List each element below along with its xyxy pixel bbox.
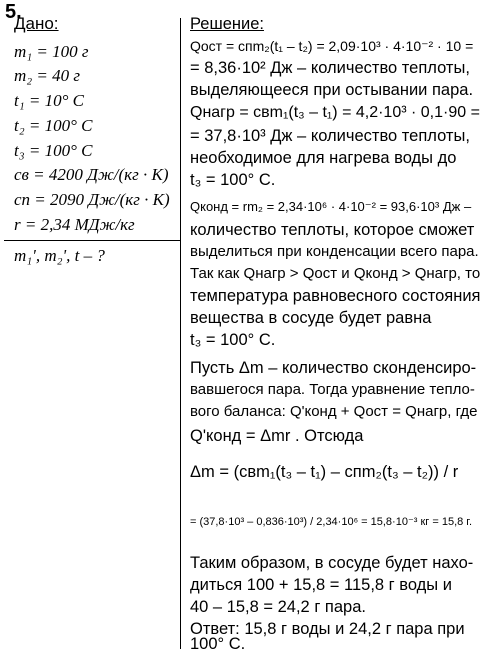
problem-number: 5. <box>5 1 22 23</box>
solution-line: вавшегося пара. Тогда уравнение тепло- <box>190 381 475 398</box>
solution-line: выделиться при конденсации всего пара. <box>190 243 479 260</box>
solution-line: Таким образом, в сосуде будет нахо- <box>190 554 474 572</box>
solution-line: температура равновесного состояния <box>190 287 481 305</box>
solution-line: необходимое для нагрева воды до <box>190 149 457 167</box>
solution-header: Решение: <box>190 15 264 33</box>
solution-line: Q'конд = Δmr . Отсюда <box>190 427 364 445</box>
solution-line: Qконд = rm₂ = 2,34·10⁶ · 4·10⁻² = 93,6·10³ Дж – <box>190 199 472 214</box>
answer-line: Ответ: 15,8 г воды и 24,2 г пара при <box>190 620 465 638</box>
given-item: cп = 2090 Дж/(кг · K) <box>14 190 170 209</box>
given-item: t₃ = 100° C <box>14 141 93 160</box>
given-item: t₂ = 100° C <box>14 116 93 135</box>
solution-line: t₃ = 100° C. <box>190 331 276 349</box>
column-divider <box>180 18 181 649</box>
solution-line: = 8,36·10² Дж – количество теплоты, <box>190 59 470 77</box>
solution-line: количество теплоты, которое сможет <box>190 221 475 239</box>
given-item: r = 2,34 МДж/кг <box>14 215 135 234</box>
solution-line: 40 – 15,8 = 24,2 г пара. <box>190 598 366 616</box>
formula-result: = (37,8·10³ – 0,836·10³) / 2,34·10⁶ = 15,8·10⁻³ кг = 15,8 г. <box>190 516 473 528</box>
solution-line: Qост = cпm₂(t₁ – t₂) = 2,09·10³ · 4·10⁻² · 10 = <box>190 38 474 54</box>
solution-line: Пусть Δm – количество сконденсиро- <box>190 359 477 377</box>
find-line: m₁', m₂', t – ? <box>14 246 105 265</box>
solution-line: вого баланса: Q'конд + Qост = Qнагр, где <box>190 403 478 420</box>
given-item: t₁ = 10° C <box>14 91 84 110</box>
solution-line: t₃ = 100° C. <box>190 171 276 189</box>
solution-line: диться 100 + 15,8 = 115,8 г воды и <box>190 576 452 594</box>
solution-line: вещества в сосуде будет равна <box>190 309 432 327</box>
given-item: m₂ = 40 г <box>14 66 81 85</box>
solution-line: = 37,8·10³ Дж – количество теплоты, <box>190 127 470 145</box>
solution-line: Так как Qнагр > Qост и Qконд > Qнагр, то <box>190 265 481 282</box>
given-item: cв = 4200 Дж/(кг · K) <box>14 165 169 184</box>
solution-line: выделяющееся при остывании пара. <box>190 81 474 99</box>
given-find-divider <box>4 240 180 241</box>
formula-delta-m: Δm = (cвm₁(t₃ – t₁) – cпm₂(t₃ – t₂)) / r <box>190 463 459 481</box>
given-header: Дано: <box>14 14 59 33</box>
given-item: m₁ = 100 г <box>14 42 89 61</box>
answer-line: 100° C. <box>190 635 246 653</box>
solution-line: Qнагр = cвm₁(t₃ – t₁) = 4,2·10³ · 0,1·90 = <box>190 104 480 121</box>
